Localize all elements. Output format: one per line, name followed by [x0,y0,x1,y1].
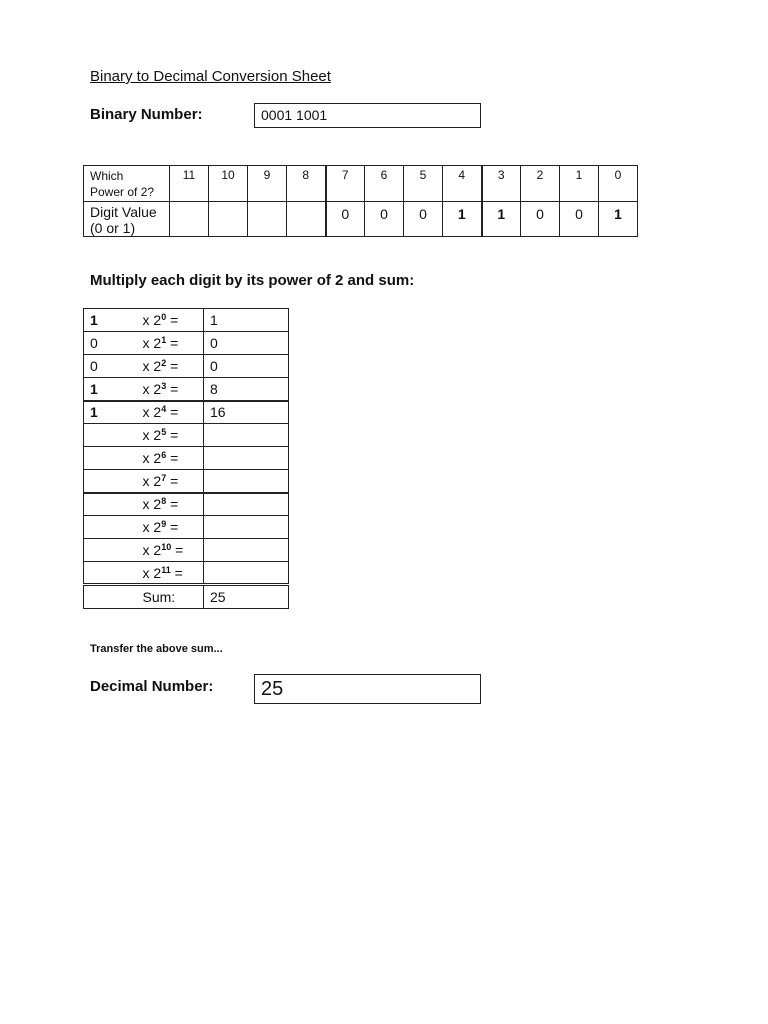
power-cell: 3 [482,166,521,202]
power-exponent: 11 [161,564,171,575]
multiply-digit[interactable] [84,470,137,493]
power-exponent: 9 [161,519,167,529]
digit-cell[interactable]: 0 [365,202,404,237]
power-row-header [84,166,170,202]
equals-sign: = [170,519,179,535]
digit-cell[interactable] [209,202,248,237]
multiply-instruction: Multiply each digit by its power of 2 and sum: [90,272,415,289]
multiply-digit[interactable] [84,516,137,539]
digit-row-header [84,202,170,237]
multiply-power-expression [137,539,204,562]
times-two-text: x 2 [142,472,162,489]
digit-cell[interactable]: 0 [404,202,443,237]
power-cell: 5 [404,166,443,202]
sum-row [84,585,289,609]
power-cell: 4 [443,166,482,202]
multiply-digit[interactable] [84,562,137,585]
multiply-result[interactable]: 0 [204,332,289,355]
power-exponent: 0 [161,312,167,322]
multiply-power-expression [137,447,204,470]
equals-sign: = [170,380,179,397]
multiply-row [84,355,289,378]
digit-row [84,202,638,237]
multiply-result[interactable] [204,562,289,585]
multiply-digit[interactable]: 1 [84,378,137,401]
equals-sign: = [170,427,179,443]
times-two-text: x 2 [142,312,162,328]
multiply-row [84,401,289,424]
multiply-table [83,308,289,609]
multiply-digit[interactable]: 1 [84,309,137,332]
power-exponent: 2 [161,358,167,368]
sum-label: Sum: [137,585,204,609]
multiply-row [84,424,289,447]
equals-sign: = [170,472,179,489]
multiply-power-expression [137,516,204,539]
multiply-row [84,447,289,470]
times-two-text: x 2 [142,496,162,513]
power-exponent: 8 [161,496,167,507]
equals-sign: = [170,404,179,421]
multiply-result[interactable]: 8 [204,378,289,401]
digit-cell[interactable]: 1 [482,202,521,237]
digit-cell[interactable]: 1 [599,202,638,237]
power-of-two-table [83,165,638,237]
times-two-text: x 2 [142,564,162,581]
power-exponent: 6 [161,450,167,460]
multiply-power-expression [137,401,204,424]
multiply-power-expression [137,562,204,585]
multiply-digit[interactable]: 0 [84,332,137,355]
digit-row-header-line1: Digit Value [90,204,157,220]
power-cell: 11 [170,166,209,202]
page-title: Binary to Decimal Conversion Sheet [90,68,331,85]
times-two-text: x 2 [142,335,162,351]
multiply-result[interactable]: 0 [204,355,289,378]
equals-sign: = [170,450,179,466]
power-exponent: 4 [161,404,167,415]
digit-cell[interactable]: 0 [326,202,365,237]
power-exponent: 1 [161,335,167,345]
multiply-result[interactable]: 16 [204,401,289,424]
multiply-power-expression [137,493,204,516]
multiply-digit[interactable] [84,424,137,447]
times-two-text: x 2 [142,542,162,558]
equals-sign: = [170,335,179,351]
digit-cell[interactable]: 0 [521,202,560,237]
multiply-result[interactable] [204,539,289,562]
times-two-text: x 2 [142,519,162,535]
power-row-header-line2: Power of 2? [90,185,155,199]
multiply-power-expression [137,309,204,332]
sum-digit-cell [84,585,137,609]
multiply-power-expression [137,470,204,493]
transfer-note: Transfer the above sum... [90,643,223,655]
multiply-row [84,516,289,539]
multiply-digit[interactable] [84,447,137,470]
power-cell: 1 [560,166,599,202]
equals-sign: = [170,358,179,374]
multiply-digit[interactable] [84,539,137,562]
multiply-power-expression [137,378,204,401]
multiply-row [84,309,289,332]
power-cell: 7 [326,166,365,202]
multiply-result[interactable] [204,447,289,470]
multiply-row [84,539,289,562]
equals-sign: = [170,312,179,328]
power-exponent: 5 [161,427,167,437]
times-two-text: x 2 [142,427,162,443]
multiply-power-expression [137,332,204,355]
digit-cell[interactable] [170,202,209,237]
binary-number-field[interactable]: 0001 1001 [254,103,481,128]
multiply-result[interactable]: 1 [204,309,289,332]
multiply-row [84,378,289,401]
times-two-text: x 2 [142,450,162,466]
times-two-text: x 2 [142,358,162,374]
power-cell: 2 [521,166,560,202]
multiply-row [84,493,289,516]
multiply-result[interactable] [204,424,289,447]
multiply-row [84,562,289,585]
binary-number-label: Binary Number: [90,106,203,123]
power-cell: 0 [599,166,638,202]
decimal-number-field[interactable]: 25 [254,674,481,704]
power-row [84,166,638,202]
power-cell: 6 [365,166,404,202]
equals-sign: = [174,564,183,581]
power-cell: 8 [287,166,326,202]
multiply-result[interactable] [204,516,289,539]
sum-value[interactable]: 25 [204,585,289,609]
multiply-result[interactable] [204,493,289,516]
multiply-row [84,332,289,355]
power-row-header-line1: Which [90,169,124,183]
equals-sign: = [170,496,179,513]
multiply-result[interactable] [204,470,289,493]
power-cell: 10 [209,166,248,202]
power-cell: 9 [248,166,287,202]
power-exponent: 10 [161,542,172,552]
multiply-digit[interactable]: 0 [84,355,137,378]
multiply-digit[interactable] [84,493,137,516]
multiply-row [84,470,289,493]
digit-cell[interactable] [287,202,326,237]
decimal-number-label: Decimal Number: [90,678,214,695]
times-two-text: x 2 [142,380,162,397]
digit-cell[interactable]: 0 [560,202,599,237]
power-exponent: 3 [161,380,167,391]
multiply-digit[interactable]: 1 [84,401,137,424]
power-exponent: 7 [161,472,167,483]
times-two-text: x 2 [142,404,162,421]
multiply-power-expression [137,355,204,378]
multiply-power-expression [137,424,204,447]
equals-sign: = [175,542,184,558]
digit-cell[interactable] [248,202,287,237]
digit-row-header-line2: (0 or 1) [90,220,136,236]
digit-cell[interactable]: 1 [443,202,482,237]
